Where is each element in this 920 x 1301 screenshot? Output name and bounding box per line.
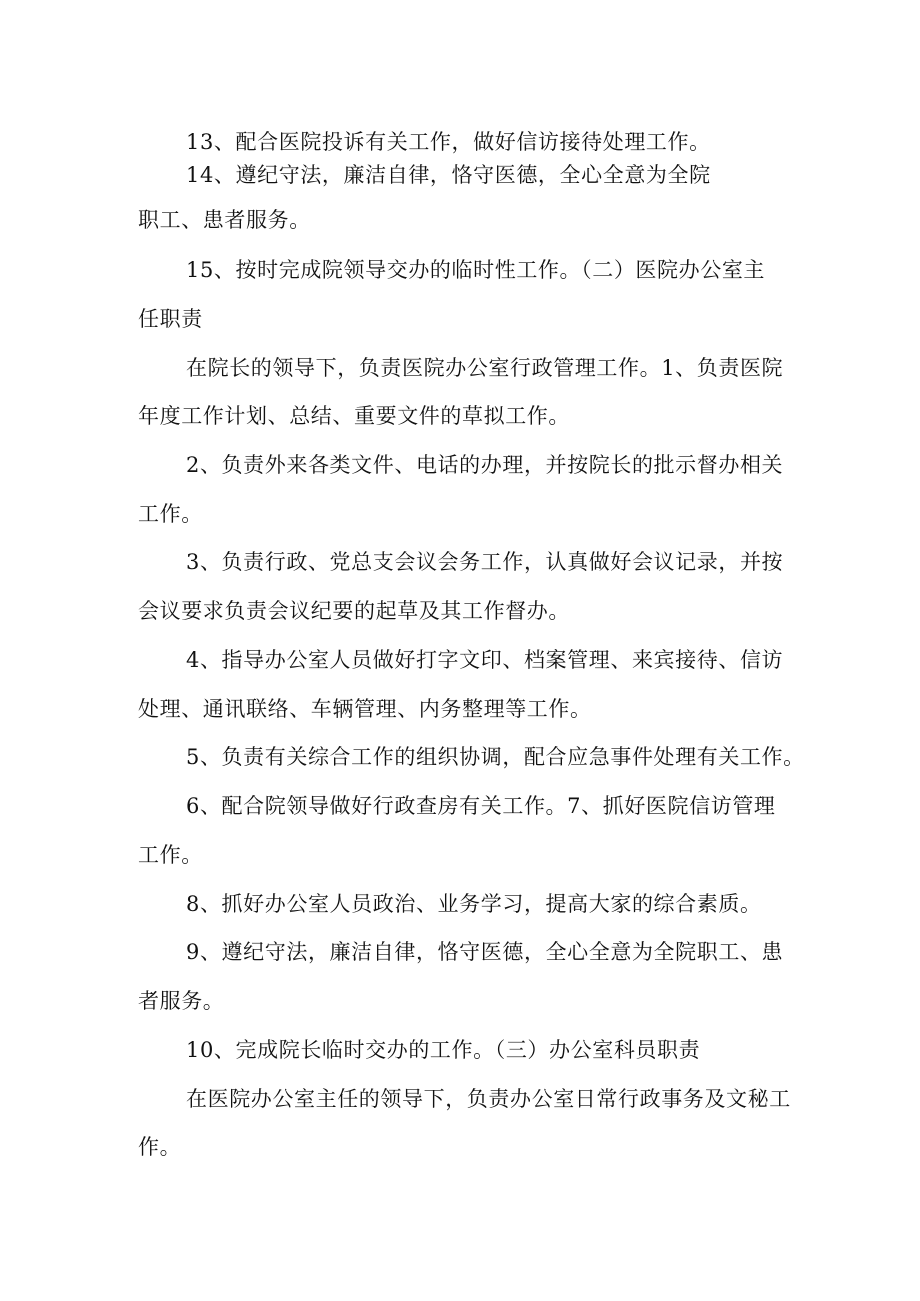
text-line: 9、遵纪守法，廉洁自律，恪守医德，全心全意为全院职工、患: [186, 940, 784, 964]
text-line: 作。: [138, 1135, 182, 1159]
text-line: 工作。: [138, 502, 203, 526]
text-line: 工作。: [138, 843, 203, 867]
text-line: 10、完成院长临时交办的工作。（三）办公室科员职责: [186, 1038, 701, 1062]
text-line: 在医院办公室主任的领导下，负责办公室日常行政事务及文秘工: [186, 1087, 791, 1111]
text-line: 年度工作计划、总结、重要文件的草拟工作。: [138, 404, 570, 428]
text-line: 5、负责有关综合工作的组织协调，配合应急事件处理有关工作。: [186, 745, 805, 769]
text-line: 13、配合医院投诉有关工作，做好信访接待处理工作。: [186, 130, 711, 154]
text-line: 职工、患者服务。: [138, 208, 311, 232]
text-line: 处理、通讯联络、车辆管理、内务整理等工作。: [138, 697, 592, 721]
text-line: 2、负责外来各类文件、电话的办理，并按院长的批示督办相关: [186, 453, 784, 477]
text-line: 在院长的领导下，负责医院办公室行政管理工作。1、负责医院: [186, 356, 784, 380]
text-line: 3、负责行政、党总支会议会务工作，认真做好会议记录，并按: [186, 550, 784, 574]
text-line: 14、遵纪守法，廉洁自律，恪守医德，全心全意为全院: [186, 163, 711, 187]
text-line: 6、配合院领导做好行政查房有关工作。7、抓好医院信访管理: [186, 794, 776, 818]
text-line: 8、抓好办公室人员政治、业务学习，提高大家的综合素质。: [186, 892, 762, 916]
text-line: 15、按时完成院领导交办的临时性工作。（二）医院办公室主: [186, 258, 766, 282]
text-line: 会议要求负责会议纪要的起草及其工作督办。: [138, 599, 570, 623]
text-line: 4、指导办公室人员做好打字文印、档案管理、来宾接待、信访: [186, 648, 784, 672]
text-line: 者服务。: [138, 989, 225, 1013]
text-line: 任职责: [138, 307, 203, 331]
